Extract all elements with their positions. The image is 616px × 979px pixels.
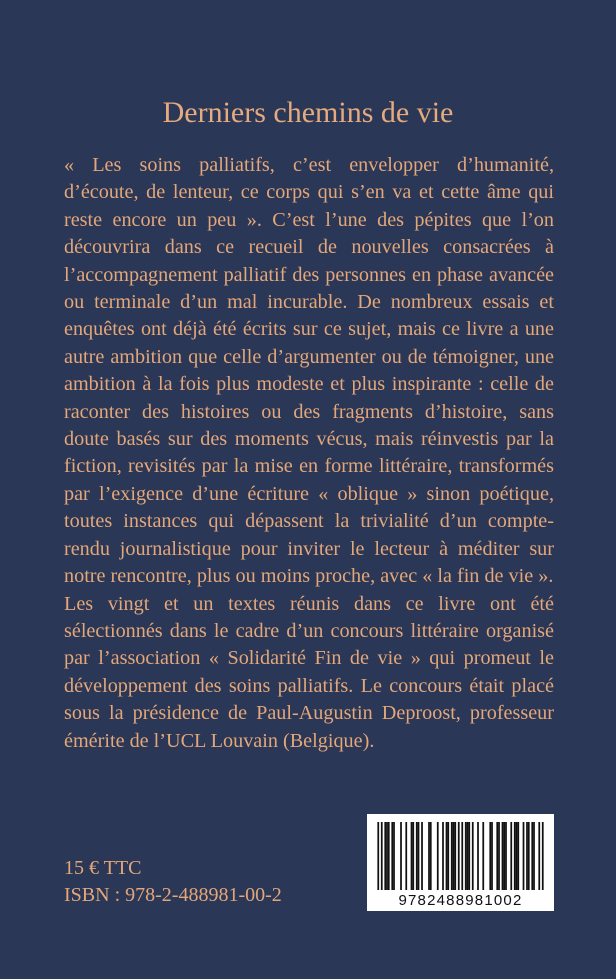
isbn-label: ISBN : 978-2-488981-00-2 bbox=[64, 884, 282, 906]
barcode-bar bbox=[514, 822, 516, 890]
barcode-bar bbox=[489, 822, 491, 890]
barcode-bar bbox=[418, 822, 420, 890]
barcode-bar bbox=[447, 822, 449, 890]
barcode-bar bbox=[482, 822, 484, 890]
barcode-bar bbox=[533, 822, 535, 890]
barcode-bar bbox=[391, 822, 393, 890]
barcode-bar bbox=[528, 822, 530, 890]
barcode-bars bbox=[367, 814, 554, 894]
barcode-bar bbox=[416, 822, 418, 890]
barcode-bar bbox=[477, 822, 479, 890]
barcode-bar bbox=[531, 822, 533, 890]
barcode-number: 9782488981002 bbox=[398, 892, 523, 909]
barcode-bar bbox=[405, 822, 407, 890]
barcode-bar bbox=[458, 822, 460, 890]
barcode-bar bbox=[453, 822, 455, 890]
barcode-bar bbox=[510, 822, 512, 890]
price-label: 15 € TTC bbox=[64, 857, 142, 879]
barcode-bar bbox=[467, 822, 469, 890]
book-title: Derniers chemins de vie bbox=[162, 96, 454, 129]
barcode-bar bbox=[502, 822, 504, 890]
barcode bbox=[367, 814, 554, 911]
barcode-bar bbox=[468, 822, 470, 890]
barcode-bar bbox=[430, 822, 432, 890]
barcode-bar bbox=[442, 822, 444, 890]
barcode-bar bbox=[377, 822, 379, 890]
barcode-bar bbox=[421, 822, 423, 890]
blurb-paragraph-2: Les vingt et un textes réunis dans ce livre ont été sélectionnés dans le cadre d’un concours littéraire organisé par l’association « Solidarité Fin de vie » qui promeut le développement des soins palliatifs. Le concours était placé sous la présidence de Paul-Augustin Deproost, professeur émérite de l’UCL Louvain (Belgique). bbox=[64, 592, 554, 752]
barcode-bar bbox=[400, 822, 402, 890]
barcode-bar bbox=[472, 822, 474, 890]
barcode-bar bbox=[542, 822, 544, 890]
barcode-bar bbox=[388, 822, 390, 890]
back-cover-blurb bbox=[64, 152, 554, 755]
blurb-paragraph-1: « Les soins palliatifs, c’est envelopper d’humanité, d’écoute, de lenteur, ce corps qui s’en va et cette âme qui reste encore un peu ». C’est l’une des pépites que l’on découvrira dans ce recueil de nouvelles consacrées à l’accompagnement palliatif des personnes en phase avancée ou terminale d’un mal incurable. De nombreux essais et enquêtes ont déjà été écrits sur ce sujet, mais ce livre a une autre ambition que celle d’argumenter ou de témoigner, une ambition à la fois plus modeste et plus inspirante : celle de raconter des histoires ou des fragments d’histoire, sans doute basés sur des moments vécus, mais réinvestis par la fiction, revisités par la mise en forme littéraire, transformés par l’exigence d’une écriture « oblique » sinon poétique, toutes instances qui dépassent la trivialité d’un compte-rendu journalistique pour inviter le lecteur à méditer sur notre rencontre, plus ou moins proche, avec « la fin de vie ». bbox=[64, 154, 554, 588]
barcode-bar bbox=[498, 822, 500, 890]
barcode-bar bbox=[437, 822, 439, 890]
barcode-bar bbox=[503, 822, 505, 890]
barcode-bar bbox=[384, 822, 386, 890]
barcode-bar bbox=[517, 822, 519, 890]
barcode-bar bbox=[451, 822, 453, 890]
barcode-bar bbox=[526, 822, 528, 890]
barcode-bar bbox=[446, 822, 448, 890]
barcode-bar bbox=[496, 822, 498, 890]
barcode-bar bbox=[505, 822, 507, 890]
barcode-bar bbox=[381, 822, 383, 890]
barcode-bar bbox=[411, 822, 413, 890]
barcode-bar bbox=[465, 822, 467, 890]
barcode-bar bbox=[461, 822, 463, 890]
barcode-bar bbox=[538, 822, 540, 890]
barcode-bar bbox=[412, 822, 414, 890]
barcode-bar bbox=[428, 822, 430, 890]
barcode-bar bbox=[454, 822, 456, 890]
barcode-bar bbox=[516, 822, 518, 890]
barcode-bar bbox=[523, 822, 525, 890]
barcode-bar bbox=[386, 822, 388, 890]
barcode-bar bbox=[491, 822, 493, 890]
barcode-bar bbox=[393, 822, 395, 890]
